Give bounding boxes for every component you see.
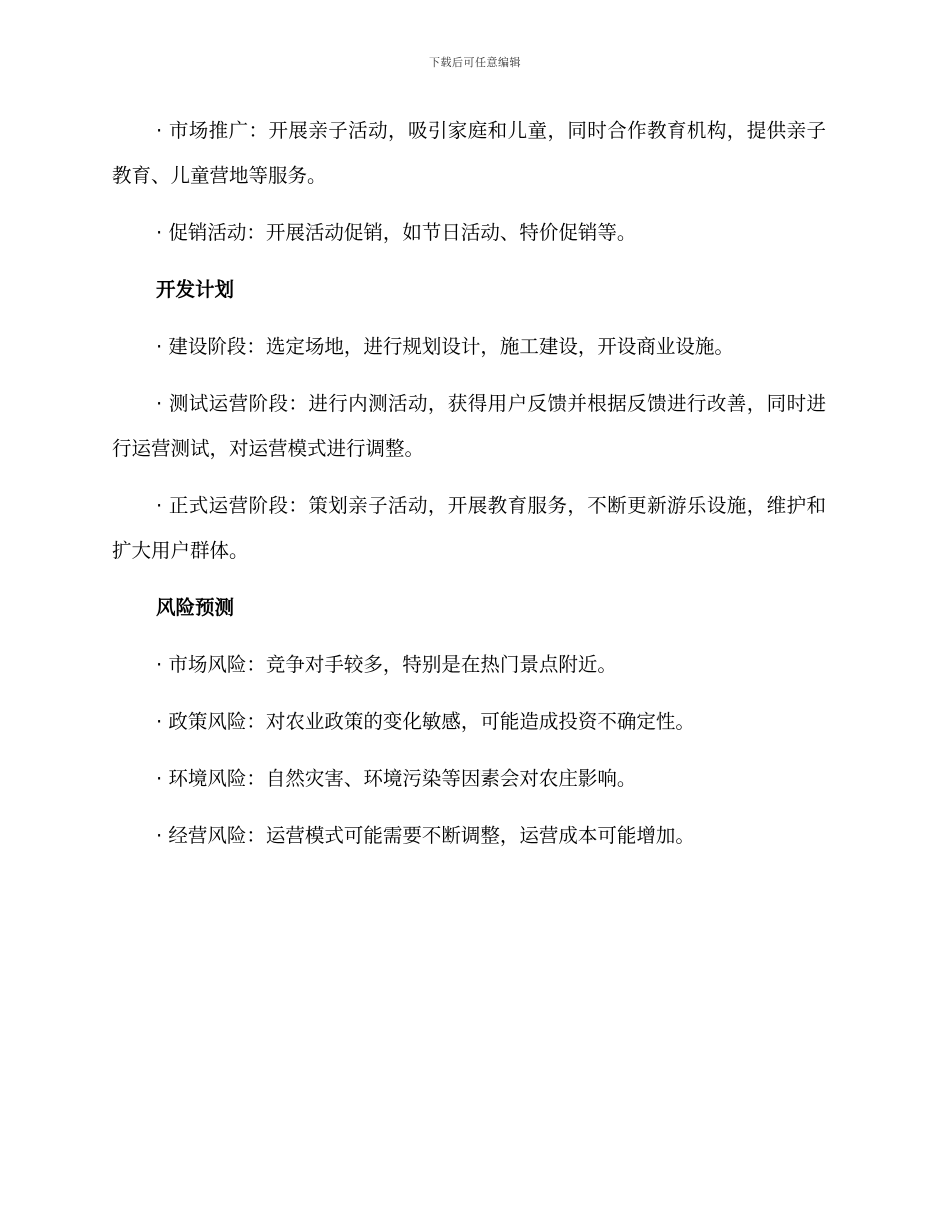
paragraph-operation-risk: · 经营风险：运营模式可能需要不断调整，运营成本可能增加。	[156, 824, 695, 847]
paragraph-construction-phase: · 建设阶段：选定场地，进行规划设计，施工建设，开设商业设施。	[156, 335, 734, 358]
paragraph-test-operation-phase: · 测试运营阶段：进行内测活动，获得用户反馈并根据反馈进行改善，同时进行运营测试，对运营模式进行调整。	[112, 392, 826, 460]
paragraph-formal-operation-phase: · 正式运营阶段：策划亲子活动，开展教育服务，不断更新游乐设施，维护和扩大用户群体。	[112, 494, 826, 562]
section-heading-development-plan: 开发计划	[156, 278, 235, 301]
section-heading-risk-forecast: 风险预测	[156, 596, 235, 619]
document-body	[112, 108, 826, 870]
page-header: 下载后可任意编辑	[429, 56, 521, 69]
paragraph-policy-risk: · 政策风险：对农业政策的变化敏感，可能造成投资不确定性。	[156, 710, 695, 733]
paragraph-market-promotion: · 市场推广：开展亲子活动，吸引家庭和儿童，同时合作教育机构，提供亲子教育、儿童营地等服务。	[112, 119, 826, 187]
paragraph-environment-risk: · 环境风险：自然灾害、环境污染等因素会对农庄影响。	[156, 767, 637, 790]
paragraph-market-risk: · 市场风险：竞争对手较多，特别是在热门景点附近。	[156, 653, 617, 676]
paragraph-promotion-activities: · 促销活动：开展活动促销，如节日活动、特价促销等。	[156, 221, 637, 244]
